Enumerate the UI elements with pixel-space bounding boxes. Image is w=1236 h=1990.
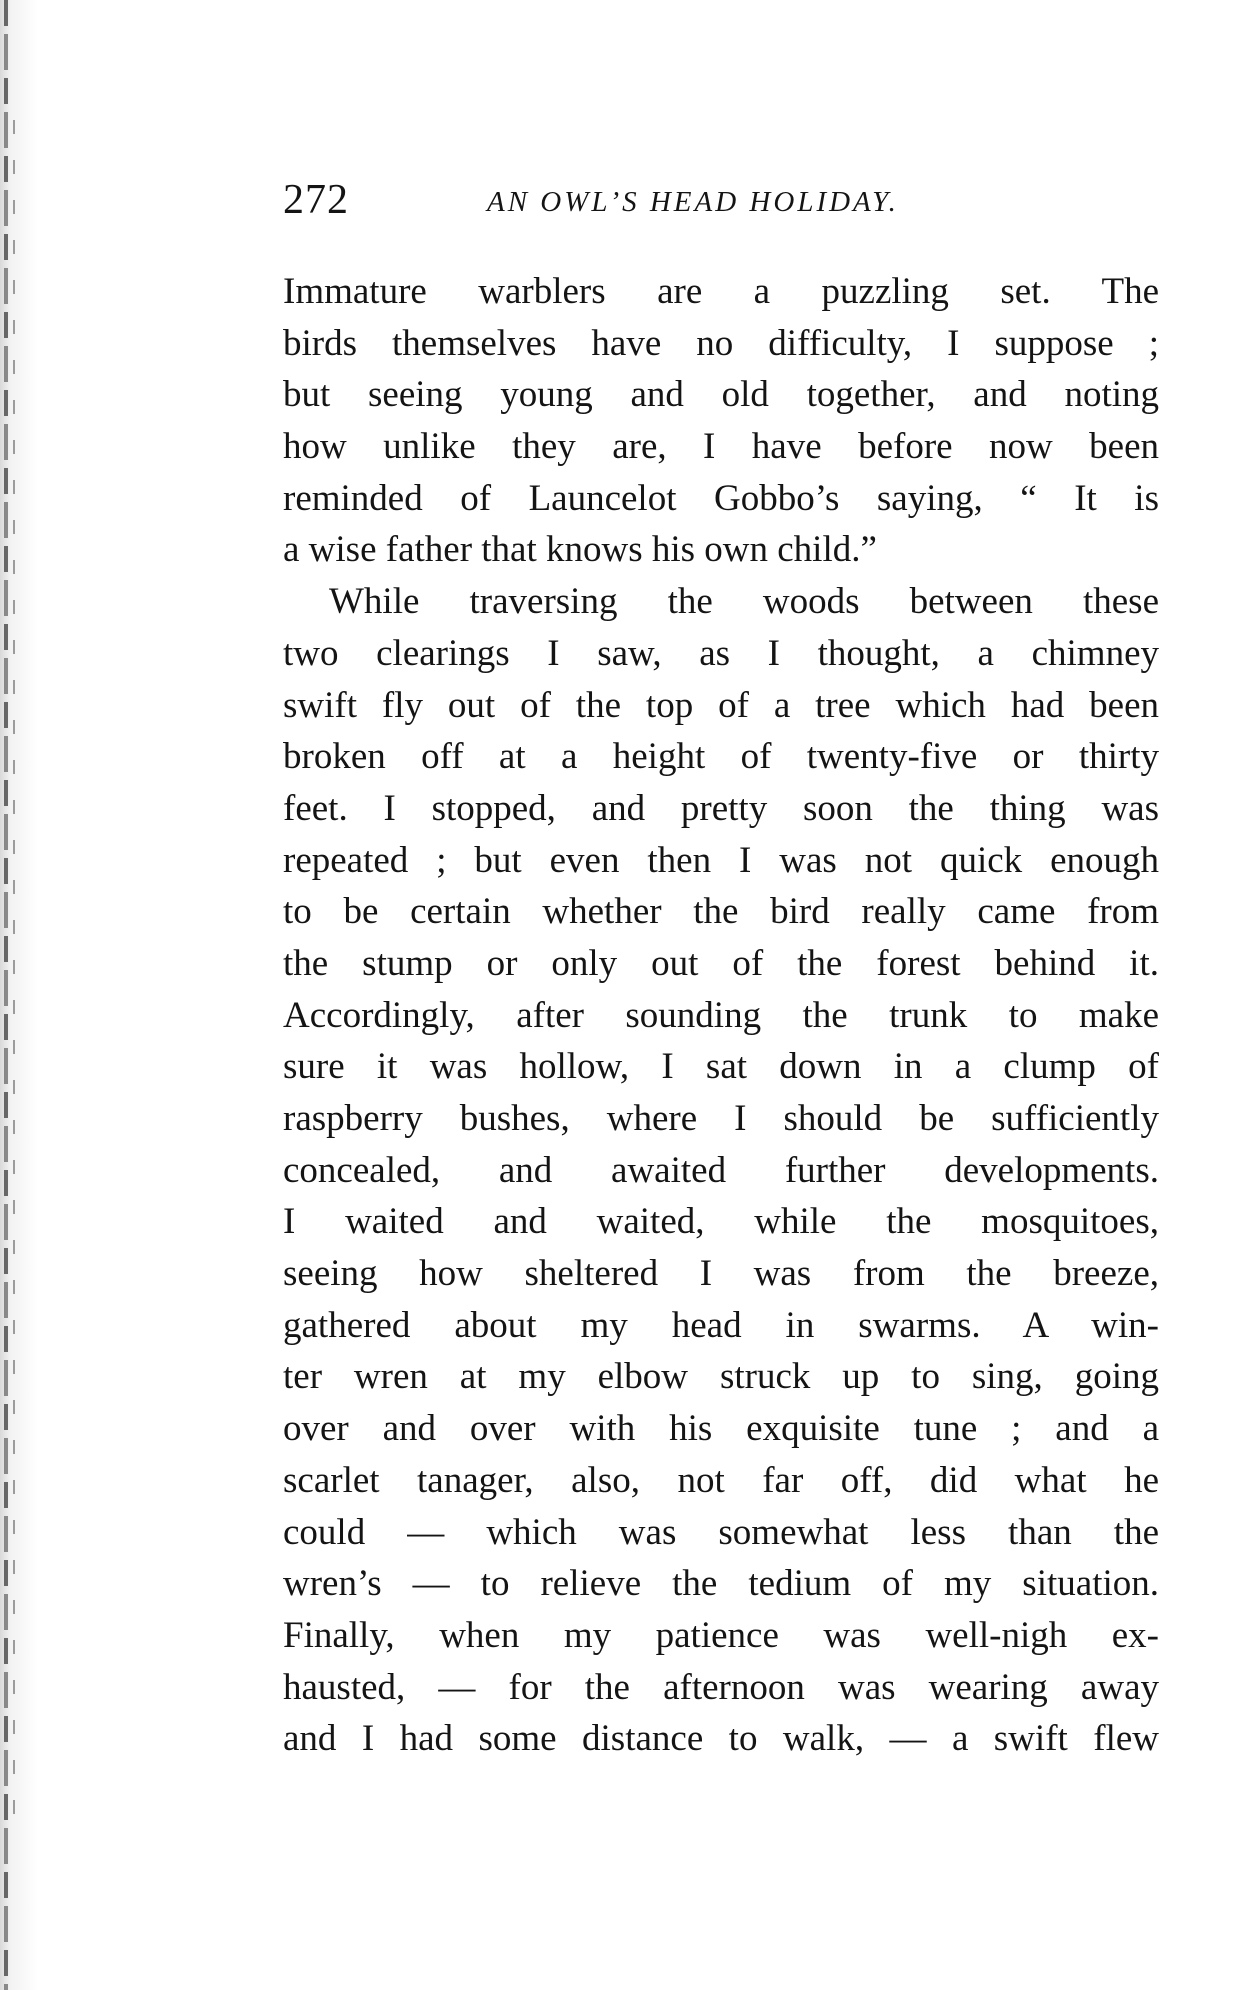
binding-gutter-edge [4, 0, 8, 1990]
text-line: sure it was hollow, I sat down in a clump of [283, 1046, 1159, 1088]
text-line: gathered about my head in swarms. A win- [283, 1304, 1159, 1346]
text-line: to be certain whether the bird really came from [283, 891, 1159, 933]
text-line: but seeing young and old together, and noting [283, 374, 1159, 416]
text-line: Immature warblers are a puzzling set. The [283, 271, 1159, 312]
text-line: two clearings I saw, as I thought, a chimney [283, 632, 1159, 674]
text-line: scarlet tanager, also, not far off, did what he [283, 1459, 1159, 1501]
text-line: ter wren at my elbow struck up to sing, going [283, 1356, 1159, 1398]
text-line: hausted, — for the afternoon was wearing away [283, 1666, 1159, 1708]
page-body-text [283, 266, 1159, 1765]
text-line: concealed, and awaited further developments. [283, 1149, 1159, 1191]
text-line: over and over with his exquisite tune ; and a [283, 1408, 1159, 1450]
text-line: broken off at a height of twenty-five or thirty [283, 736, 1159, 778]
text-line: a wise father that knows his own child.” [283, 529, 877, 571]
text-line: raspberry bushes, where I should be sufficiently [283, 1098, 1159, 1139]
text-line: could — which was somewhat less than the [283, 1511, 1159, 1553]
binding-gutter-edge-inner [13, 120, 15, 1820]
text-line: how unlike they are, I have before now been [283, 426, 1159, 468]
text-line: seeing how sheltered I was from the breeze, [283, 1253, 1159, 1295]
running-title: AN OWL’S HEAD HOLIDAY. [487, 186, 899, 218]
running-head [283, 176, 1159, 232]
text-line: Accordingly, after sounding the trunk to make [283, 994, 1159, 1036]
text-line: I waited and waited, while the mosquitoes, [283, 1201, 1159, 1243]
text-line: and I had some distance to walk, — a swift flew [283, 1718, 1159, 1760]
text-line: swift fly out of the top of a tree which had been [283, 684, 1159, 726]
text-line: repeated ; but even then I was not quick enough [283, 839, 1159, 881]
page-number: 272 [283, 177, 349, 223]
text-line: the stump or only out of the forest behind it. [283, 942, 1159, 984]
paragraph [283, 576, 1159, 1765]
book-page [283, 176, 1159, 1765]
text-line: birds themselves have no difficulty, I suppose ; [283, 322, 1159, 364]
paragraph [283, 266, 1159, 576]
text-line: wren’s — to relieve the tedium of my situation. [283, 1563, 1159, 1605]
text-line: feet. I stopped, and pretty soon the thing was [283, 787, 1159, 829]
text-line: While traversing the woods between these [329, 581, 1159, 623]
text-line: Finally, when my patience was well-nigh ex- [283, 1614, 1159, 1656]
text-line: reminded of Launcelot Gobbo’s saying, “ It is [283, 477, 1159, 519]
